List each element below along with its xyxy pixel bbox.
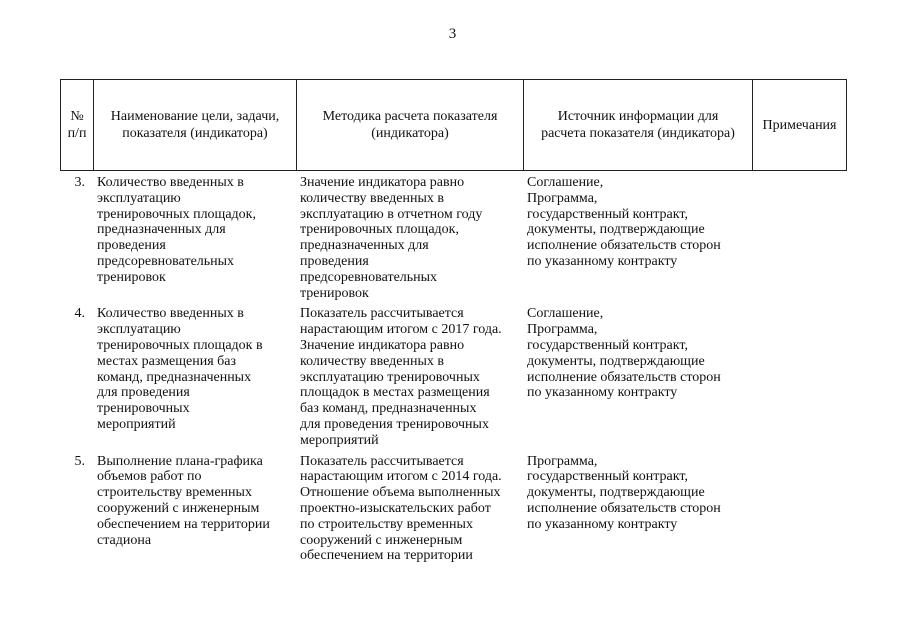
table-row <box>60 175 846 306</box>
table-row <box>60 454 846 570</box>
table-header <box>60 79 847 171</box>
row-number: 4. <box>74 306 85 322</box>
row-number: 5. <box>74 453 85 469</box>
header-cell-notes: Примечания <box>753 80 847 171</box>
table-row <box>60 306 846 453</box>
row-name: Выполнение плана-графика объемов работ по строительству временных сооружений с инженерным обеспечением на территории стадиона <box>97 453 270 548</box>
page-number: 3 <box>448 26 457 42</box>
row-source: Соглашение, Программа, государственный контракт, документы, подтверждающие исполнение обязательств сторон по указанному контракту <box>527 306 721 401</box>
row-note <box>752 306 846 453</box>
row-number: 3. <box>74 175 85 190</box>
header-cell-number: № п/п <box>61 80 94 171</box>
row-note <box>752 454 846 570</box>
row-method: Показатель рассчитывается нарастающим итогом с 2014 года. Отношение объема выполненных проектно-изыскательских работ по строительству временных сооружений с инженерным обеспечением на территории <box>300 453 502 564</box>
table-body <box>60 175 846 569</box>
row-source: Программа, государственный контракт, документы, подтверждающие исполнение обязательств сторон по указанному контракту <box>527 453 721 532</box>
header-cell-name: Наименование цели, задачи, показателя (индикатора) <box>94 80 297 171</box>
row-name: Количество введенных в эксплуатацию тренировочных площадок, предназначенных для проведения предсоревновательных тренировок <box>97 175 256 285</box>
header-cell-source: Источник информации для расчета показателя (индикатора) <box>524 80 753 171</box>
header-cell-method: Методика расчета показателя (индикатора) <box>297 80 524 171</box>
row-name: Количество введенных в эксплуатацию тренировочных площадок в местах размещения баз команд, предназначенных для проведения тренировочных мероприятий <box>97 306 263 432</box>
row-note <box>752 175 846 306</box>
row-method: Значение индикатора равно количеству введенных в эксплуатацию в отчетном году тренировочных площадок, предназначенных для проведения предсоревновательных тренировок <box>300 175 483 301</box>
row-method: Показатель рассчитывается нарастающим итогом с 2017 года. Значение индикатора равно количеству введенных в эксплуатацию тренировочных площадок в местах размещения баз команд, предназначенных для проведения тренировочных мероприятий <box>300 306 502 448</box>
header-row <box>61 80 847 171</box>
row-source: Соглашение, Программа, государственный контракт, документы, подтверждающие исполнение обязательств сторон по указанному контракту <box>527 175 721 269</box>
